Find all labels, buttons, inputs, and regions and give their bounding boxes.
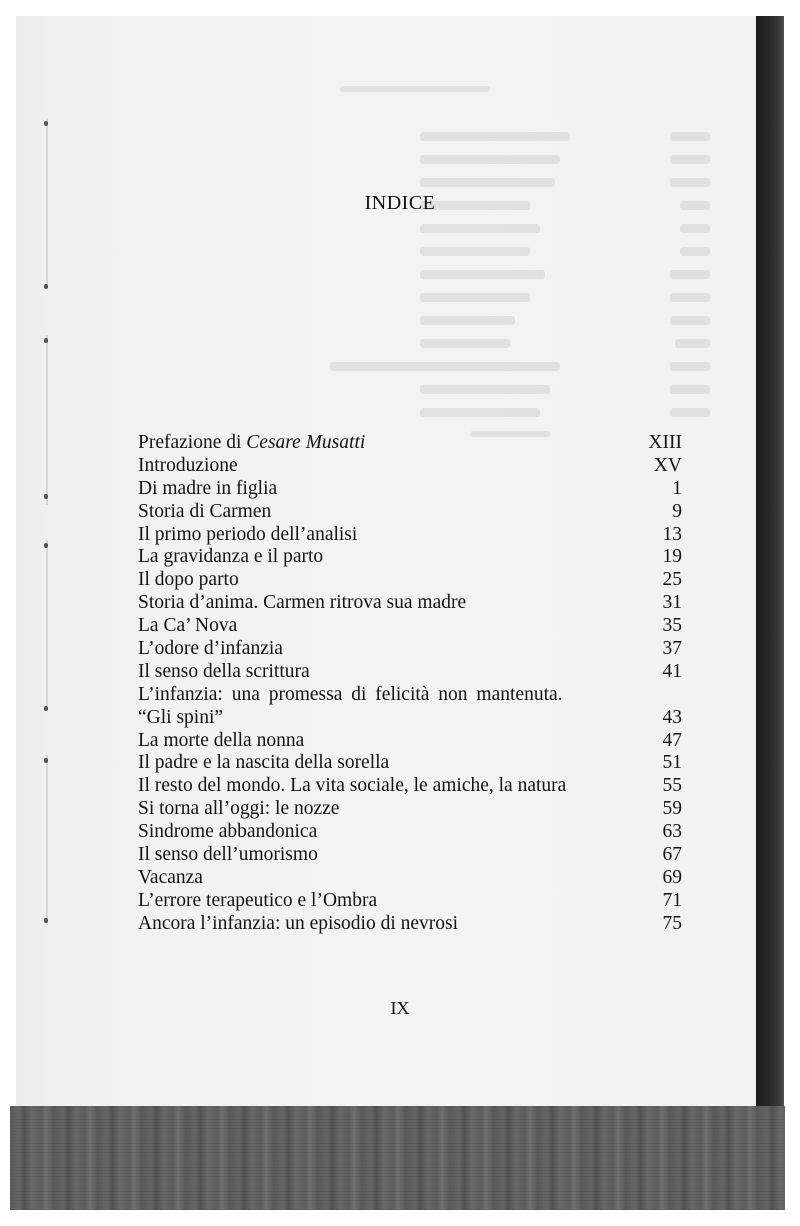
toc-entry (138, 432, 682, 455)
toc-entry-page: 41 (662, 660, 682, 682)
binding-stitch (46, 755, 48, 925)
toc-entry-line-2 (138, 707, 682, 730)
toc-entry (138, 455, 682, 478)
toc-entry (138, 867, 682, 890)
toc-entry-page: 47 (662, 729, 682, 751)
toc-entry-title: La morte della nonna (138, 729, 305, 751)
toc-entry-title: Il senso della scrittura (138, 660, 310, 682)
scanner-bed-band (10, 1106, 785, 1210)
toc-entry (138, 890, 682, 913)
toc-entry-page: 25 (662, 569, 682, 591)
toc-entry-title: L’infanzia: una promessa di felicità non mantenuta. (138, 683, 563, 705)
toc-entry-title: Storia d’anima. Carmen ritrova sua madre (138, 592, 467, 614)
toc-entry-title-continued: “Gli spini” (138, 706, 224, 728)
toc-entry-title: Il dopo parto (138, 569, 239, 591)
toc-entry-page: 1 (672, 477, 682, 499)
toc-entry (138, 775, 682, 798)
toc-entry-title: Il padre e la nascita della sorella (138, 752, 390, 774)
toc-entry (138, 546, 682, 569)
binding-stitch (46, 335, 48, 505)
toc-entry-page: 31 (662, 592, 682, 614)
toc-entry-title: Vacanza (138, 866, 203, 888)
toc-entry (138, 524, 682, 547)
toc-entry-title: L’odore d’infanzia (138, 638, 283, 660)
toc-entry (138, 501, 682, 524)
toc-entry-page: 67 (662, 844, 682, 866)
show-through-text (330, 80, 730, 470)
toc-entry-page: 69 (662, 866, 682, 888)
toc-entry (138, 638, 682, 661)
spine-shadow (756, 16, 784, 1116)
binding-stitch-hole (44, 338, 48, 343)
toc-entry-page: 13 (662, 523, 682, 545)
toc-entry-title: Il resto del mondo. La vita sociale, le amiche, la natura (138, 775, 567, 797)
toc-entry-title: La gravidanza e il parto (138, 546, 324, 568)
toc-entry-title: Introduzione (138, 454, 238, 476)
page-number: IX (390, 998, 410, 1018)
binding-stitch (46, 540, 48, 710)
binding-stitch-hole (44, 284, 48, 289)
toc-entry-title: Ancora l’infanzia: un episodio di nevrosi (138, 912, 459, 934)
toc-entry (138, 592, 682, 615)
toc-entry-page: 43 (662, 706, 682, 728)
toc-entry (138, 752, 682, 775)
table-of-contents (138, 432, 682, 936)
toc-entry (138, 798, 682, 821)
toc-entry-page: 71 (662, 889, 682, 911)
toc-entry (138, 730, 682, 753)
toc-entry-title: Il senso dell’umorismo (138, 844, 318, 866)
toc-entry (138, 661, 682, 684)
binding-stitch-hole (44, 706, 48, 711)
toc-entry-page: 63 (662, 821, 682, 843)
toc-entry-page: XIII (648, 432, 682, 453)
toc-entry (138, 844, 682, 867)
toc-entry-page: 37 (662, 638, 682, 660)
binding-stitch-hole (44, 121, 48, 126)
toc-entry (138, 913, 682, 936)
toc-entry (138, 821, 682, 844)
toc-entry-line-1 (138, 684, 682, 707)
toc-entry-title: Si torna all’oggi: le nozze (138, 798, 340, 820)
binding-stitch-hole (44, 494, 48, 499)
toc-entry-page: 19 (662, 546, 682, 568)
toc-entry-page: 51 (662, 752, 682, 774)
toc-entry (138, 569, 682, 592)
toc-entry-title: Storia di Carmen (138, 500, 272, 522)
toc-entry-title-text: Prefazione di (138, 432, 247, 453)
toc-entry-page: 9 (672, 500, 682, 522)
binding-stitch-hole (44, 918, 48, 923)
toc-entry (138, 478, 682, 501)
toc-entry-page: XV (653, 454, 682, 476)
toc-entry-title: L’errore terapeutico e l’Ombra (138, 889, 378, 911)
binding-stitch-hole (44, 758, 48, 763)
toc-entry-page: 75 (662, 912, 682, 934)
toc-entry (138, 615, 682, 638)
toc-entry-page: 35 (662, 615, 682, 637)
toc-entry-title (138, 432, 642, 455)
toc-entry-page: 55 (662, 775, 682, 797)
toc-entry-title: Sindrome abbandonica (138, 821, 318, 843)
page-heading: INDICE (364, 192, 436, 214)
toc-entry-title: La Ca’ Nova (138, 615, 238, 637)
toc-entry-author: Cesare Musatti (246, 432, 366, 453)
toc-entry-title: Il primo periodo dell’analisi (138, 523, 358, 545)
toc-entry-title: Di madre in figlia (138, 477, 278, 499)
binding-stitch-hole (44, 543, 48, 548)
toc-entry-page: 59 (662, 798, 682, 820)
